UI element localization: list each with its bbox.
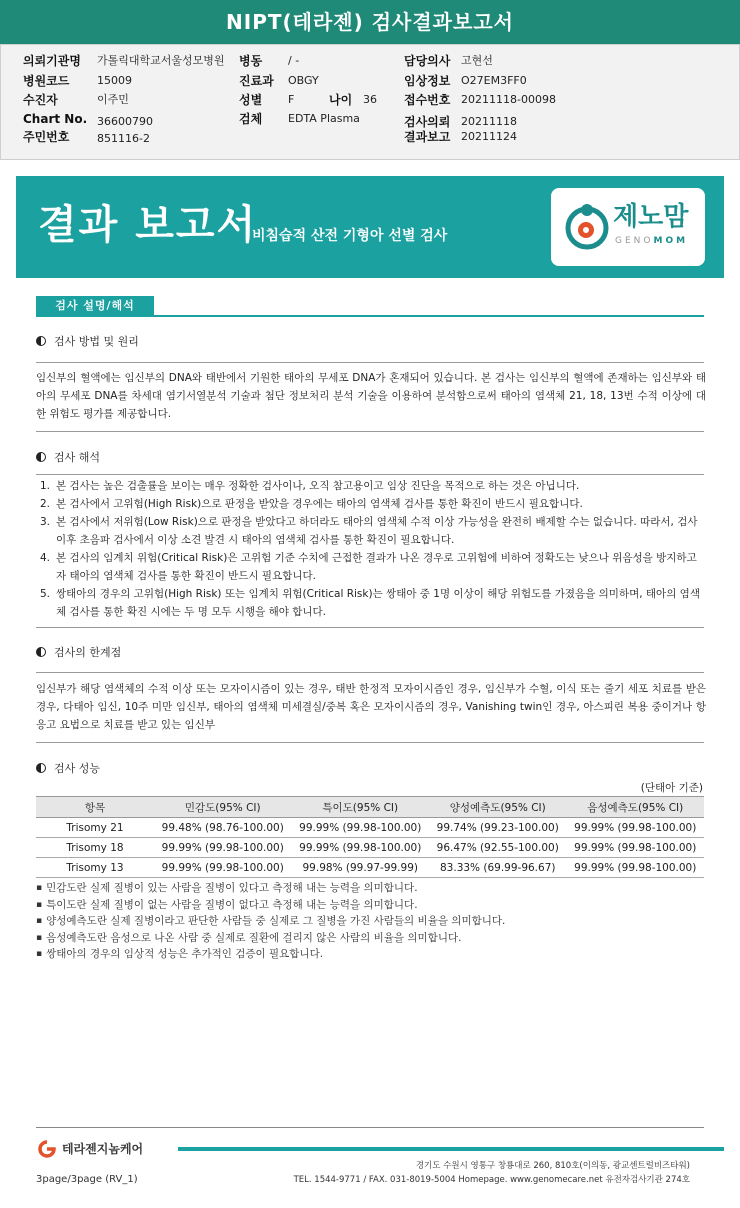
- genomom-logo-icon: [565, 202, 609, 250]
- chart-label: Chart No.: [23, 112, 88, 126]
- table-row: [36, 838, 704, 858]
- table-cell: 99.99% (99.98-100.00): [567, 858, 705, 878]
- age-label: 나이: [329, 93, 353, 107]
- institution-value: 가톨릭대학교서울성모병원: [97, 54, 225, 67]
- divider: [36, 627, 704, 628]
- table-row: [36, 818, 704, 838]
- table-cell: 83.33% (69.99-96.67): [429, 858, 567, 878]
- column-header: 민감도(95% CI): [154, 797, 292, 818]
- receipt-value: 20211118-00098: [461, 93, 556, 106]
- company-logo-text: 테라젠지놈케어: [62, 1142, 144, 1156]
- divider: [36, 362, 704, 363]
- chart-value: 36600790: [97, 115, 153, 128]
- hospital-code-value: 15009: [97, 74, 132, 87]
- footer-divider: [36, 1127, 704, 1128]
- patient-info-panel: [0, 44, 740, 160]
- footer-accent-bar: [178, 1147, 724, 1151]
- divider: [36, 431, 704, 432]
- table-cell: 96.47% (92.55-100.00): [429, 838, 567, 858]
- column-header: 특이도(95% CI): [292, 797, 430, 818]
- half-circle-icon: [36, 763, 46, 773]
- sex-label: 성별: [239, 93, 263, 107]
- performance-notes: [36, 880, 706, 963]
- divider: [36, 474, 704, 475]
- list-item: ▪ 음성예측도란 음성으로 나온 사람 중 실제로 질환에 걸리지 않은 사람의 비율을 의미합니다.: [36, 930, 706, 947]
- table-cell: 99.99% (99.98-100.00): [292, 818, 430, 838]
- table-cell: 99.99% (99.98-100.00): [154, 838, 292, 858]
- table-cell: 99.99% (99.98-100.00): [567, 818, 705, 838]
- contact-line: TEL. 1544-9771 / FAX. 031-8019-5004 Homepage. www.genomecare.net 유전자검사기관 274호: [293, 1175, 690, 1185]
- ward-label: 병동: [239, 54, 263, 68]
- clinical-label: 임상정보: [404, 74, 451, 88]
- sex-value: F: [288, 93, 295, 106]
- section-divider: [36, 315, 704, 317]
- table-cell: 99.48% (98.76-100.00): [154, 818, 292, 838]
- clinical-value: O27EM3FF0: [461, 74, 527, 87]
- interpretation-list: [40, 477, 704, 621]
- table-cell: Trisomy 18: [36, 838, 154, 858]
- table-cell: Trisomy 21: [36, 818, 154, 838]
- table-cell: 99.99% (99.98-100.00): [292, 838, 430, 858]
- list-item: 5. 쌍태아의 경우의 고위험(High Risk) 또는 임계치 위험(Critical Risk)는 쌍태아 중 1명 이상이 해당 위험도를 가졌음을 의미하며, 태아의 염색체 검사를 통한 확진 시에는 두 명 모두 시행을 해야 합니다.: [40, 588, 700, 618]
- dept-value: OBGY: [288, 74, 319, 87]
- banner-subtitle: 비침습적 산전 기형아 선별 검사: [252, 228, 448, 244]
- half-circle-icon: [36, 647, 46, 657]
- half-circle-icon: [36, 336, 46, 346]
- rrn-label: 주민번호: [23, 130, 70, 144]
- logo-subtext: GENOMOM: [615, 236, 689, 246]
- genomom-logo: [551, 188, 705, 266]
- address-line: 경기도 수원시 영통구 창룡대로 260, 810호(이의동, 광교센트럴비즈타워): [415, 1161, 690, 1171]
- table-cell: 99.99% (99.98-100.00): [567, 838, 705, 858]
- method-text: 임신부의 혈액에는 임신부의 DNA와 태반에서 기원한 태아의 무세포 DNA가 혼재되어 있습니다. 본 검사는 임신부의 혈액에 존재하는 임신부와 태아의 무세포 DNA를 차세대 염기서열분석 기술과 첨단 정보처리 분석 기술을 이용하여 분석함으로써 태아의 염색체 21, 18, 13번 수적 이상에 대한 위험도 평가를 제공합니다.: [36, 372, 706, 420]
- page-number: 3page/3page (RV_1): [36, 1174, 138, 1185]
- performance-heading: 검사 성능: [36, 761, 100, 777]
- section-tab: 검사 설명/해석: [36, 296, 154, 316]
- divider: [36, 672, 704, 673]
- column-header: 음성예측도(95% CI): [567, 797, 705, 818]
- age-value: 36: [363, 93, 377, 106]
- method-heading: 검사 방법 및 원리: [36, 334, 139, 350]
- list-item: 1. 본 검사는 높은 검출률을 보이는 매우 정확한 검사이나, 오직 참고용이고 임상 진단을 목적으로 하는 것은 아닙니다.: [40, 480, 580, 492]
- rrn-value: 851116-2: [97, 132, 150, 145]
- divider: [36, 742, 704, 743]
- logo-text: 제노맘: [613, 202, 689, 232]
- list-item: 3. 본 검사에서 저위험(Low Risk)으로 판정을 받았다고 하더라도 태아의 염색체 수적 이상 가능성을 완전히 배제할 수는 없습니다. 따라서, 검사 이후 초음파 검사에서 이상 소견 발견 시 태아의 염색체 검사를 통한 확진이 필요합니다.: [40, 516, 698, 546]
- limitations-text: 임신부가 해당 염색체의 수적 이상 또는 모자이시즘이 있는 경우, 태반 한정적 모자이시즘인 경우, 임신부가 수혈, 이식 또는 줄기 세포 치료를 받은 경우, 다태아 임신, 10주 미만 임신부, 태아의 염색체 미세결실/중복 혹은 모자이시즘의 경우, Vanishing twin인 경우, 아스피린 복용 중이거나 항 응고 요법으로 치료를 받고 있는 임신부: [36, 683, 706, 731]
- patient-label: 수진자: [23, 93, 58, 107]
- result-banner: [16, 176, 724, 278]
- table-cell: Trisomy 13: [36, 858, 154, 878]
- list-item: ▪ 민감도란 실제 질병이 있는 사람을 질병이 있다고 측정해 내는 능력을 의미합니다.: [36, 880, 706, 897]
- hospital-code-label: 병원코드: [23, 74, 70, 88]
- report-title: NIPT(테라젠) 검사결과보고서: [0, 0, 740, 44]
- table-cell: 99.98% (99.97-99.99): [292, 858, 430, 878]
- half-circle-icon: [36, 452, 46, 462]
- list-item: ▪ 쌍태아의 경우의 임상적 성능은 추가적인 검증이 필요합니다.: [36, 946, 706, 963]
- dept-label: 진료과: [239, 74, 274, 88]
- request-label: 검사의뢰: [404, 115, 451, 129]
- specimen-value: EDTA Plasma: [288, 112, 360, 125]
- patient-value: 이주민: [97, 93, 129, 106]
- column-header: 양성예측도(95% CI): [429, 797, 567, 818]
- table-cell: 99.99% (99.98-100.00): [154, 858, 292, 878]
- table-row: [36, 858, 704, 878]
- receipt-label: 접수번호: [404, 93, 451, 107]
- column-header: 항목: [36, 797, 154, 818]
- company-address: [294, 1159, 690, 1187]
- banner-title: 결과 보고서: [38, 202, 258, 248]
- interpretation-heading: 검사 해석: [36, 450, 100, 466]
- specimen-label: 검체: [239, 112, 263, 126]
- doctor-label: 담당의사: [404, 54, 451, 68]
- unit-note: (단태아 기준): [640, 782, 703, 794]
- doctor-value: 고현선: [461, 54, 493, 67]
- result-label: 결과보고: [404, 130, 451, 144]
- list-item: 2. 본 검사에서 고위험(High Risk)으로 판정을 받았을 경우에는 태아의 염색체 검사를 통한 확진이 반드시 필요합니다.: [40, 498, 583, 510]
- performance-table: [36, 796, 704, 878]
- table-header-row: [36, 797, 704, 818]
- result-value: 20211124: [461, 130, 517, 143]
- request-value: 20211118: [461, 115, 517, 128]
- ward-value: / -: [288, 54, 300, 67]
- list-item: ▪ 특이도란 실제 질병이 없는 사람을 질병이 없다고 측정해 내는 능력을 의미합니다.: [36, 897, 706, 914]
- list-item: 4. 본 검사의 임계치 위험(Critical Risk)은 고위험 기준 수치에 근접한 결과가 나온 경우로 고위험에 비하여 정확도는 낮으나 위음성을 방지하고자 태아의 염색체 검사를 통한 확진이 반드시 필요합니다.: [40, 552, 697, 582]
- theragen-logo-icon: [36, 1140, 58, 1158]
- list-item: ▪ 양성예측도란 실제 질병이라고 판단한 사람들 중 실제로 그 질병을 가진 사람들의 비율을 의미합니다.: [36, 913, 706, 930]
- limitations-heading: 검사의 한계점: [36, 645, 121, 661]
- table-cell: 99.74% (99.23-100.00): [429, 818, 567, 838]
- institution-label: 의뢰기관명: [23, 54, 81, 68]
